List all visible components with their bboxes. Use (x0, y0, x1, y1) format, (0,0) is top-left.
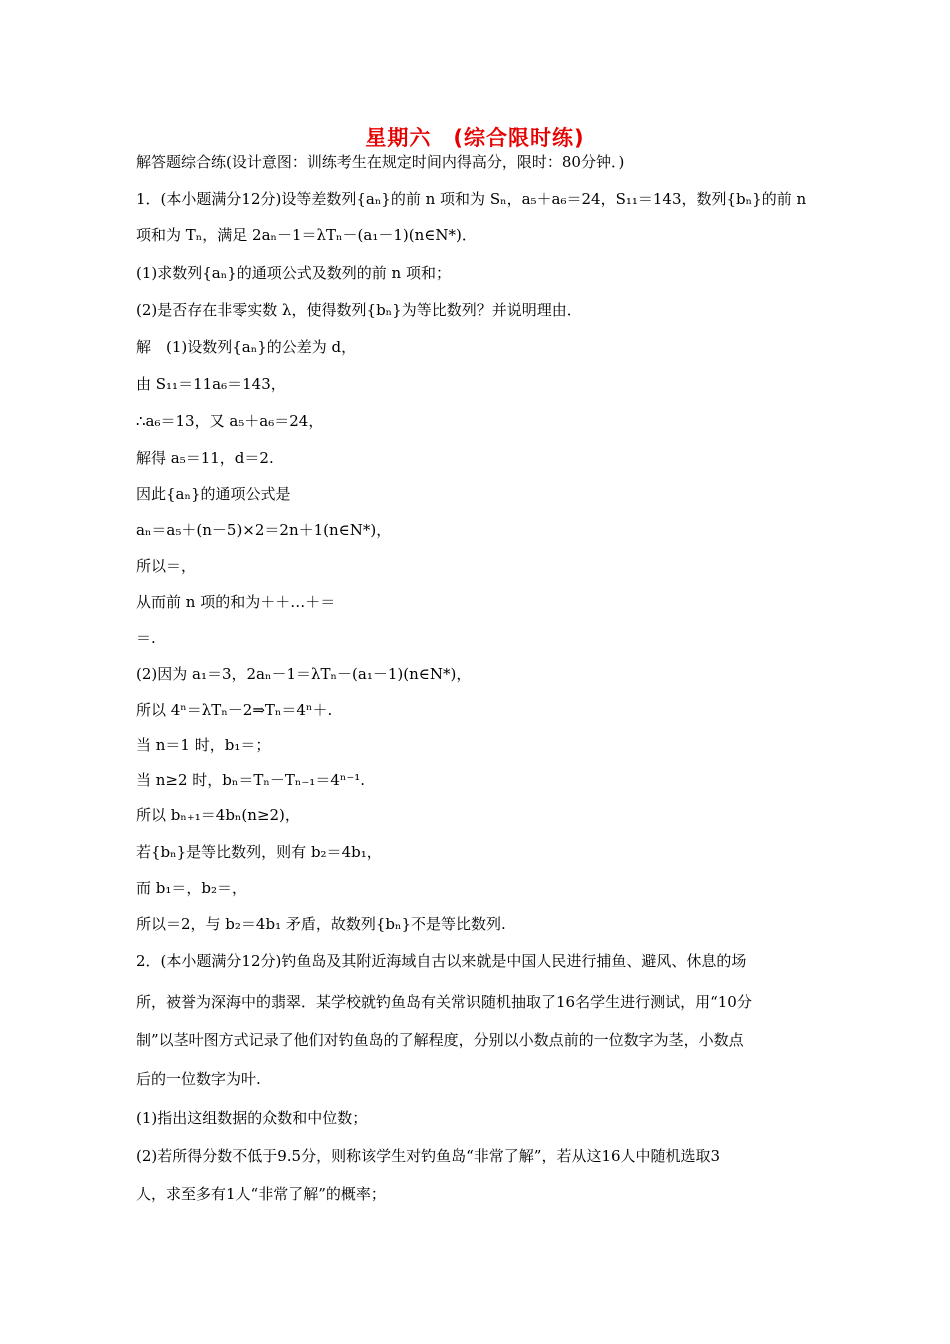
page-title: 星期六 (综合限时练) (365, 126, 585, 150)
solution-line: ＝. (136, 629, 156, 647)
solution-line: 从而前 n 项的和为＋＋…＋＝ (136, 593, 336, 611)
intro-line: 解答题综合练(设计意图：训练考生在规定时间内得高分，限时：80分钟．) (136, 153, 625, 171)
problem1-part2: (2)是否存在非零实数 λ，使得数列{bₙ}为等比数列？并说明理由． (136, 301, 582, 319)
solution-line: 若{bₙ}是等比数列，则有 b₂＝4b₁， (136, 843, 382, 861)
solution-line: 所以 4ⁿ＝λTₙ－2⇒Tₙ＝4ⁿ＋. (136, 701, 333, 719)
solution-line: 当 n≥2 时，bₙ＝Tₙ－Tₙ₋₁＝4ⁿ⁻¹. (136, 771, 366, 789)
solution-line: ∴a₆＝13，又 a₅＋a₆＝24， (136, 412, 324, 430)
problem2-part2: (2)若所得分数不低于9.5分，则称该学生对钓鱼岛“非常了解”，若从这16人中随机选取3 (136, 1147, 721, 1165)
solution-line: 而 b₁＝，b₂＝， (136, 879, 247, 897)
problem2-line: 后的一位数字为叶. (136, 1070, 261, 1088)
problem1-line: 1．(本小题满分12分)设等差数列{aₙ}的前 n 项和为 Sₙ，a₅＋a₆＝24，S₁₁＝143，数列{bₙ}的前 n (136, 190, 807, 208)
problem1-line: 项和为 Tₙ，满足 2aₙ－1＝λTₙ－(a₁－1)(n∈N*)． (136, 226, 477, 244)
solution-line: 由 S₁₁＝11a₆＝143， (136, 375, 286, 393)
solution-line: 所以＝， (136, 557, 197, 575)
problem2-part2: 人，求至多有1人“非常了解”的概率； (136, 1185, 386, 1203)
solution-line: aₙ＝a₅＋(n－5)×2＝2n＋1(n∈N*)， (136, 521, 392, 539)
problem2-line: 制”以茎叶图方式记录了他们对钓鱼岛的了解程度，分别以小数点前的一位数字为茎，小数点 (136, 1031, 744, 1049)
problem1-part1: (1)求数列{aₙ}的通项公式及数列的前 n 项和； (136, 264, 451, 282)
problem2-part1: (1)指出这组数据的众数和中位数； (136, 1109, 368, 1127)
solution-line: 当 n＝1 时，b₁＝； (136, 736, 271, 754)
problem2-line: 所，被誉为深海中的翡翠．某学校就钓鱼岛有关常识随机抽取了16名学生进行测试，用“10分 (136, 993, 752, 1011)
solution-line: 因此{aₙ}的通项公式是 (136, 485, 291, 503)
solution-line: 所以 bₙ₊₁＝4bₙ(n≥2)， (136, 806, 300, 824)
solution-line: 解 (1)设数列{aₙ}的公差为 d， (136, 338, 357, 356)
solution-line: 所以＝2，与 b₂＝4b₁ 矛盾，故数列{bₙ}不是等比数列. (136, 915, 506, 933)
problem2-line: 2．(本小题满分12分)钓鱼岛及其附近海域自古以来就是中国人民进行捕鱼、避风、休息的场 (136, 952, 747, 970)
solution-line: (2)因为 a₁＝3，2aₙ－1＝λTₙ－(a₁－1)(n∈N*)， (136, 665, 472, 683)
solution-line: 解得 a₅＝11，d＝2. (136, 449, 274, 467)
